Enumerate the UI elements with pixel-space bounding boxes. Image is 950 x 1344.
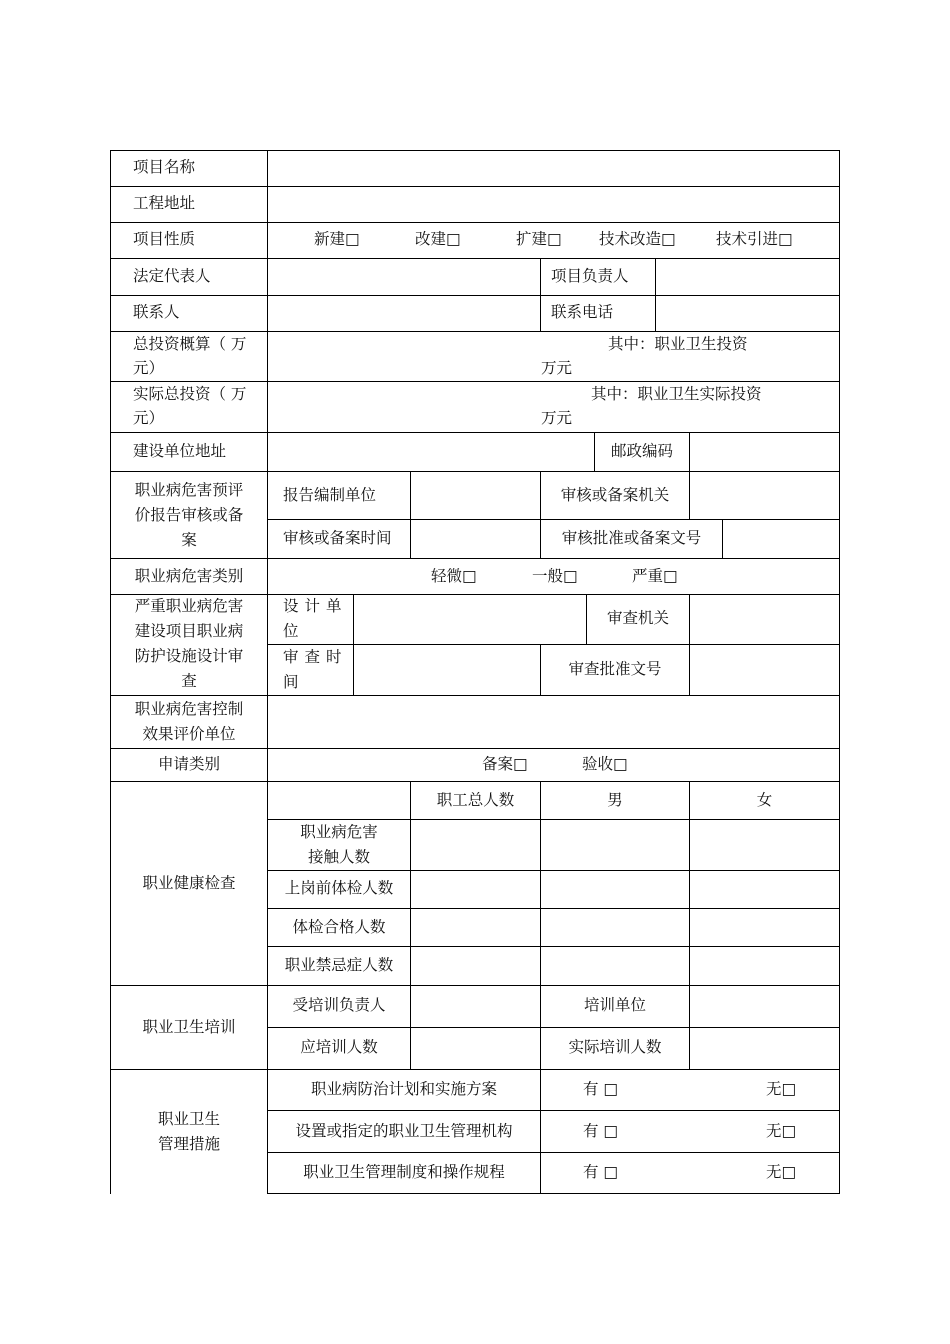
checkbox-hazard-general[interactable]: 一般□ [532, 567, 578, 585]
col-rule [353, 594, 354, 696]
checkbox-plan-no[interactable]: 无□ [766, 1080, 797, 1098]
col-rule [540, 1069, 541, 1194]
label-management [104, 1107, 274, 1157]
row-rule [110, 186, 840, 187]
mgmt-item-organization: 设置或指定的职业卫生管理机构 [295, 1122, 513, 1140]
label-project-lead: 项目负责人 [551, 267, 629, 285]
col-rule [689, 432, 690, 520]
row-rule [110, 222, 840, 223]
label-train-unit: 培训单位 [583, 996, 646, 1014]
label-control-eval [111, 697, 267, 747]
label-health-check: 职业健康检查 [142, 874, 236, 892]
header-female: 女 [756, 791, 773, 809]
header-male: 男 [607, 791, 623, 809]
row-rule [110, 258, 840, 259]
label-health-actual-investment: 其中：职业卫生实际投资 [591, 385, 762, 403]
label-training: 职业卫生培训 [142, 1018, 236, 1036]
col-rule [410, 985, 411, 1070]
row-rule [268, 946, 840, 947]
label-inspect-org: 审查机关 [606, 609, 669, 627]
row-label-exposed [268, 820, 410, 870]
row-rule [268, 1027, 840, 1028]
col-rule [689, 985, 690, 1070]
row-rule [268, 519, 840, 520]
row-label-contraindication: 职业禁忌症人数 [284, 956, 394, 974]
row-label-exposed-line2: 接触人数 [307, 848, 370, 866]
checkbox-filing[interactable]: 备案□ [482, 755, 528, 773]
label-actual-investment: 实际总投资（ 万 [133, 385, 247, 403]
label-contact: 联系人 [133, 303, 180, 321]
col-rule [540, 258, 541, 332]
checkbox-tech-import[interactable]: 技术引进□ [716, 230, 793, 248]
label-project-name: 项目名称 [133, 158, 196, 176]
row-rule [110, 432, 840, 433]
checkbox-organization-no[interactable]: 无□ [766, 1122, 797, 1140]
mgmt-item-plan: 职业病防治计划和实施方案 [310, 1080, 497, 1098]
label-pre-eval-line1: 职业病危害预评 [134, 481, 244, 499]
label-address: 工程地址 [133, 194, 196, 212]
label-actual-train: 实际培训人数 [568, 1038, 662, 1056]
label-total-investment-cont: 元） [133, 359, 165, 377]
label-review-org: 审核或备案机关 [560, 486, 670, 504]
row-rule [110, 748, 840, 749]
label-severe-line3: 防护设施设计审 [134, 647, 244, 665]
label-severe-hazard [111, 594, 267, 694]
border-right [839, 150, 840, 1194]
checkbox-hazard-minor[interactable]: 轻微□ [431, 567, 477, 585]
label-actual-investment-cont: 元） [133, 409, 165, 427]
header-total-staff: 职工总人数 [436, 791, 515, 809]
col-rule [655, 258, 656, 332]
row-label-exposed-line1: 职业病危害 [300, 823, 378, 841]
label-severe-line4: 查 [181, 672, 197, 690]
label-control-eval-line1: 职业病危害控制 [134, 700, 244, 718]
label-legal-rep: 法定代表人 [133, 267, 211, 285]
row-rule [110, 471, 840, 472]
label-inspect-time: 审查时间 [283, 648, 348, 691]
label-health-investment: 其中：职业卫生投资 [608, 335, 748, 353]
label-approval-no: 审核批准或备案文号 [561, 529, 702, 547]
checkbox-plan-yes[interactable]: 有 □ [583, 1080, 619, 1098]
checkbox-tech-renovation[interactable]: 技术改造□ [599, 230, 676, 248]
row-rule [110, 695, 840, 696]
col-rule [722, 519, 723, 559]
checkbox-rules-yes[interactable]: 有 □ [583, 1163, 619, 1181]
label-inspect-no: 审查批准文号 [568, 660, 662, 678]
label-management-line2: 管理措施 [157, 1135, 220, 1153]
label-trainee-lead: 受培训负责人 [292, 996, 386, 1014]
label-apply-type: 申请类别 [157, 755, 220, 773]
label-control-eval-line2: 效果评价单位 [142, 725, 236, 743]
label-pre-eval-line3: 案 [181, 531, 197, 549]
checkbox-new-build[interactable]: 新建□ [314, 230, 360, 248]
label-should-train: 应培训人数 [300, 1038, 378, 1056]
row-rule [110, 1069, 840, 1070]
row-rule [268, 1110, 840, 1111]
border-top [110, 150, 840, 151]
row-rule [110, 985, 840, 986]
checkbox-rebuild[interactable]: 改建□ [415, 230, 461, 248]
row-rule [268, 870, 840, 871]
label-wanyuan-1: 万元 [541, 359, 573, 377]
row-rule [268, 1152, 840, 1153]
label-nature: 项目性质 [133, 230, 196, 248]
checkbox-organization-yes[interactable]: 有 □ [583, 1122, 619, 1140]
row-label-pre-job-exam: 上岗前体检人数 [284, 879, 394, 897]
label-review-time: 审核或备案时间 [283, 529, 392, 547]
checkbox-acceptance[interactable]: 验收□ [582, 755, 628, 773]
row-rule [268, 908, 840, 909]
col-rule [410, 471, 411, 559]
row-rule [268, 1193, 840, 1194]
label-builder-address: 建设单位地址 [133, 442, 227, 460]
label-severe-line2: 建设项目职业病 [134, 622, 244, 640]
mgmt-item-rules: 职业卫生管理制度和操作规程 [303, 1163, 505, 1181]
row-rule [110, 295, 840, 296]
label-wanyuan-2: 万元 [541, 409, 573, 427]
row-rule [110, 781, 840, 782]
label-postcode: 邮政编码 [610, 442, 673, 460]
col-rule [689, 594, 690, 696]
label-pre-eval-line2: 价报告审核或备 [134, 506, 244, 524]
row-rule [110, 558, 840, 559]
label-phone: 联系电话 [551, 303, 614, 321]
row-label-exam-passed: 体检合格人数 [292, 918, 386, 936]
label-management-line1: 职业卫生 [157, 1110, 220, 1128]
label-pre-eval [111, 478, 267, 553]
label-hazard-category: 职业病危害类别 [134, 567, 244, 585]
checkbox-rules-no[interactable]: 无□ [766, 1163, 797, 1181]
label-design-unit: 设计单位 [283, 597, 348, 640]
checkbox-expand[interactable]: 扩建□ [516, 230, 562, 248]
label-total-investment: 总投资概算（ 万 [133, 335, 247, 353]
label-severe-line1: 严重职业病危害 [134, 597, 244, 615]
checkbox-hazard-severe[interactable]: 严重□ [632, 567, 678, 585]
label-report-unit: 报告编制单位 [283, 486, 377, 504]
